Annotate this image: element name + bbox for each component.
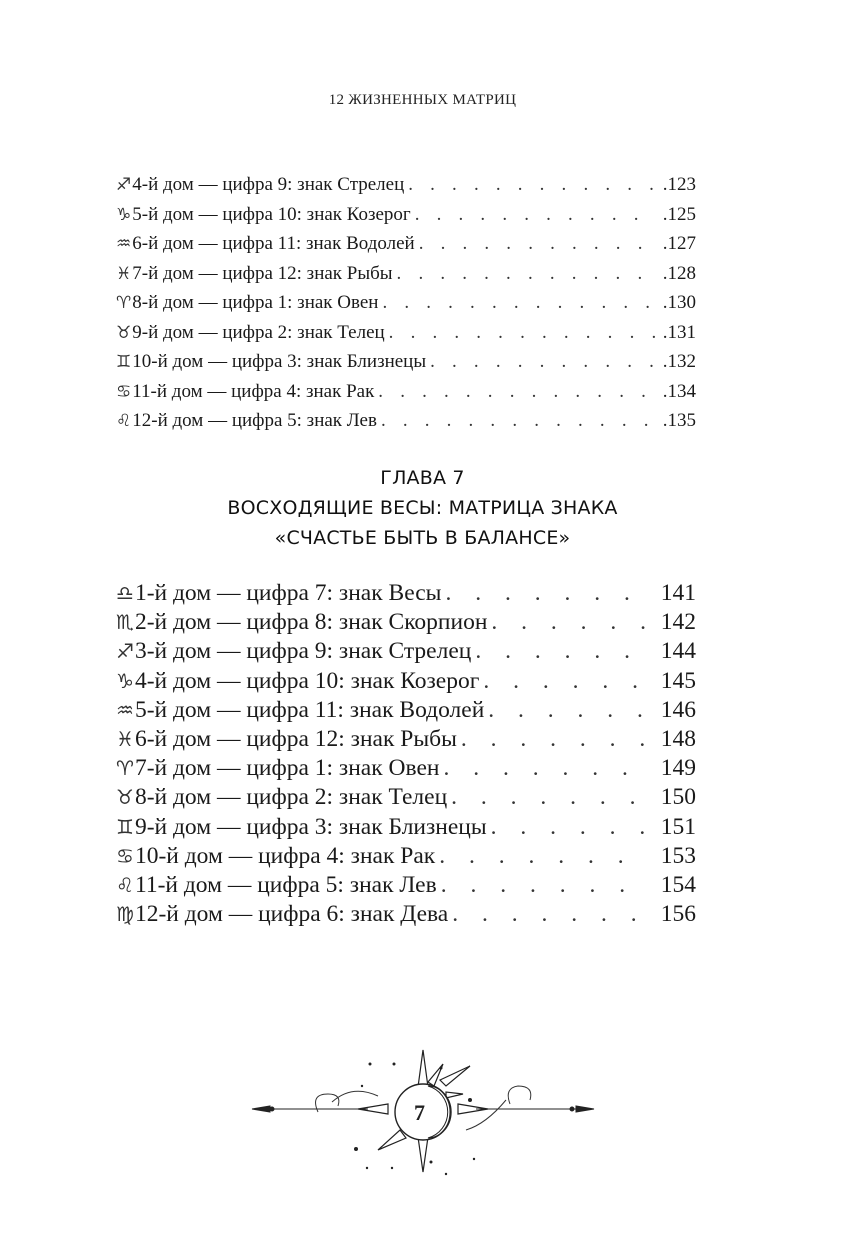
toc-chapter-7 — [116, 580, 696, 930]
toc-entry-title: 6-й дом — цифра 11: знак Водолей — [132, 233, 415, 254]
toc-entry-page: .127 — [662, 233, 696, 254]
dot-leader — [385, 322, 656, 344]
ornament-right-arrow-icon — [476, 1106, 594, 1112]
toc-entry[interactable] — [116, 901, 696, 930]
dot-leader — [439, 755, 646, 782]
gemini-icon: ♊ — [116, 814, 134, 839]
dot-leader — [415, 233, 656, 255]
toc-entry-page: 149 — [660, 755, 696, 782]
dot-leader — [393, 263, 656, 285]
dot-leader — [426, 351, 656, 373]
toc-entry-title: 5-й дом — цифра 10: знак Козерог — [132, 203, 411, 225]
toc-entry[interactable] — [116, 263, 696, 293]
dot-leader — [457, 726, 646, 753]
dot-leader — [378, 292, 656, 314]
toc-entry-title: 8-й дом — цифра 1: знак Овен — [132, 292, 379, 313]
toc-entry-page: .135 — [662, 410, 696, 431]
dot-leader — [447, 784, 646, 811]
ornament-left-arrow-icon — [252, 1106, 368, 1112]
toc-entry[interactable] — [116, 726, 696, 755]
dot-leader — [484, 697, 646, 724]
running-head: 12 ЖИЗНЕННЫХ МАТРИЦ — [328, 92, 517, 108]
toc-entry-page: .128 — [662, 262, 696, 284]
aries-icon: ♈ — [116, 756, 134, 781]
toc-entry-page: 153 — [660, 842, 696, 869]
toc-entry-page: .131 — [662, 321, 696, 343]
toc-entry[interactable] — [116, 351, 696, 381]
dot-leader — [441, 580, 646, 607]
toc-entry-title: 3-й дом — цифра 9: знак Стрелец — [134, 638, 472, 665]
toc-entry-page: 141 — [660, 580, 696, 606]
toc-entry[interactable] — [116, 814, 696, 843]
taurus-icon: ♉ — [116, 785, 134, 810]
toc-entry-page: .132 — [662, 351, 696, 372]
dot-leader — [377, 410, 656, 432]
toc-entry[interactable] — [116, 872, 696, 901]
toc-entry-title: 9-й дом — цифра 3: знак Близнецы — [134, 813, 487, 840]
toc-entry-title: 10-й дом — цифра 4: знак Рак — [134, 842, 436, 869]
toc-entry[interactable] — [116, 204, 696, 234]
toc-entry[interactable] — [116, 410, 696, 440]
dot-leader — [435, 843, 646, 870]
toc-entry-title: 10-й дом — цифра 3: знак Близнецы — [132, 351, 427, 372]
toc-entry-page: .123 — [662, 174, 696, 195]
sagittarius-icon: ♐ — [116, 175, 132, 195]
virgo-icon: ♍ — [116, 902, 134, 927]
toc-entry-title: 8-й дом — цифра 2: знак Телец — [134, 784, 448, 811]
cancer-icon: ♋ — [116, 843, 134, 868]
taurus-icon: ♉ — [116, 322, 132, 343]
toc-entry[interactable] — [116, 233, 696, 263]
dot-leader — [487, 609, 646, 636]
scorpio-icon: ♏ — [116, 610, 134, 635]
capricorn-icon: ♑ — [116, 204, 132, 225]
toc-entry[interactable] — [116, 697, 696, 726]
toc-entry-title: 12-й дом — цифра 5: знак Лев — [132, 410, 377, 431]
aquarius-icon: ♒ — [116, 234, 132, 254]
toc-entry-page: .125 — [662, 203, 696, 225]
capricorn-icon: ♑ — [116, 668, 134, 693]
toc-entry-title: 9-й дом — цифра 2: знак Телец — [132, 321, 385, 343]
chapter-heading — [0, 463, 845, 553]
dot-leader — [374, 381, 656, 403]
dot-leader — [479, 668, 646, 695]
toc-entry-page: 154 — [660, 871, 696, 898]
toc-entry-page: 146 — [660, 696, 696, 723]
toc-entry-title: 1-й дом — цифра 7: знак Весы — [134, 580, 442, 606]
toc-entry-page: .134 — [662, 380, 696, 402]
dot-leader — [448, 901, 646, 928]
libra-icon: ♎ — [116, 581, 134, 605]
chapter-label: ГЛАВА 7 — [380, 467, 465, 489]
toc-entry-title: 7-й дом — цифра 12: знак Рыбы — [132, 262, 393, 284]
toc-entry-page: 145 — [660, 667, 696, 694]
sagittarius-icon: ♐ — [116, 639, 134, 664]
aries-icon: ♈ — [116, 293, 132, 313]
toc-entry-page: .130 — [662, 292, 696, 313]
toc-entry[interactable] — [116, 292, 696, 322]
toc-entry[interactable] — [116, 580, 696, 609]
dot-leader — [437, 872, 646, 899]
toc-entry[interactable] — [116, 174, 696, 204]
toc-entry[interactable] — [116, 609, 696, 638]
page-number: 7 — [414, 1100, 425, 1125]
dot-leader — [404, 174, 656, 196]
pisces-icon: ♓ — [116, 263, 132, 284]
chapter-title-line2: «СЧАСТЬЕ БЫТЬ В БАЛАНСЕ» — [274, 527, 571, 549]
toc-entry-title: 11-й дом — цифра 4: знак Рак — [132, 380, 375, 402]
toc-entry-page: 148 — [660, 725, 696, 752]
toc-entry-page: 144 — [660, 638, 696, 665]
toc-entry-title: 2-й дом — цифра 8: знак Скорпион — [134, 609, 488, 636]
toc-entry-title: 11-й дом — цифра 5: знак Лев — [134, 871, 437, 898]
cancer-icon: ♋ — [116, 381, 132, 402]
toc-entry[interactable] — [116, 381, 696, 411]
toc-entry-page: 151 — [660, 813, 696, 840]
leo-icon: ♌ — [116, 872, 134, 897]
toc-entry[interactable] — [116, 784, 696, 813]
toc-entry-page: 156 — [660, 901, 696, 928]
toc-entry-title: 4-й дом — цифра 10: знак Козерог — [134, 667, 480, 694]
toc-entry-title: 6-й дом — цифра 12: знак Рыбы — [134, 725, 457, 752]
dot-leader — [411, 204, 656, 226]
toc-entry[interactable] — [116, 322, 696, 352]
toc-entry[interactable] — [116, 668, 696, 697]
toc-entry-page: 142 — [660, 609, 696, 636]
toc-continued — [116, 174, 696, 440]
dot-leader — [471, 638, 646, 665]
toc-entry-title: 4-й дом — цифра 9: знак Стрелец — [132, 174, 405, 195]
toc-entry-title: 5-й дом — цифра 11: знак Водолей — [134, 696, 485, 723]
toc-entry-page: 150 — [660, 784, 696, 811]
chapter-title-line1: ВОСХОДЯЩИЕ ВЕСЫ: МАТРИЦА ЗНАКА — [227, 497, 618, 519]
dot-leader — [487, 814, 646, 841]
toc-entry-title: 7-й дом — цифра 1: знак Овен — [134, 755, 440, 782]
aquarius-icon: ♒ — [116, 697, 134, 722]
leo-icon: ♌ — [116, 411, 132, 431]
pisces-icon: ♓ — [116, 726, 134, 751]
toc-entry[interactable] — [116, 638, 696, 667]
toc-entry-title: 12-й дом — цифра 6: знак Дева — [134, 901, 449, 928]
gemini-icon: ♊ — [116, 352, 132, 372]
toc-entry[interactable] — [116, 843, 696, 872]
toc-entry[interactable] — [116, 755, 696, 784]
sun-moon-ornament — [248, 1042, 598, 1182]
